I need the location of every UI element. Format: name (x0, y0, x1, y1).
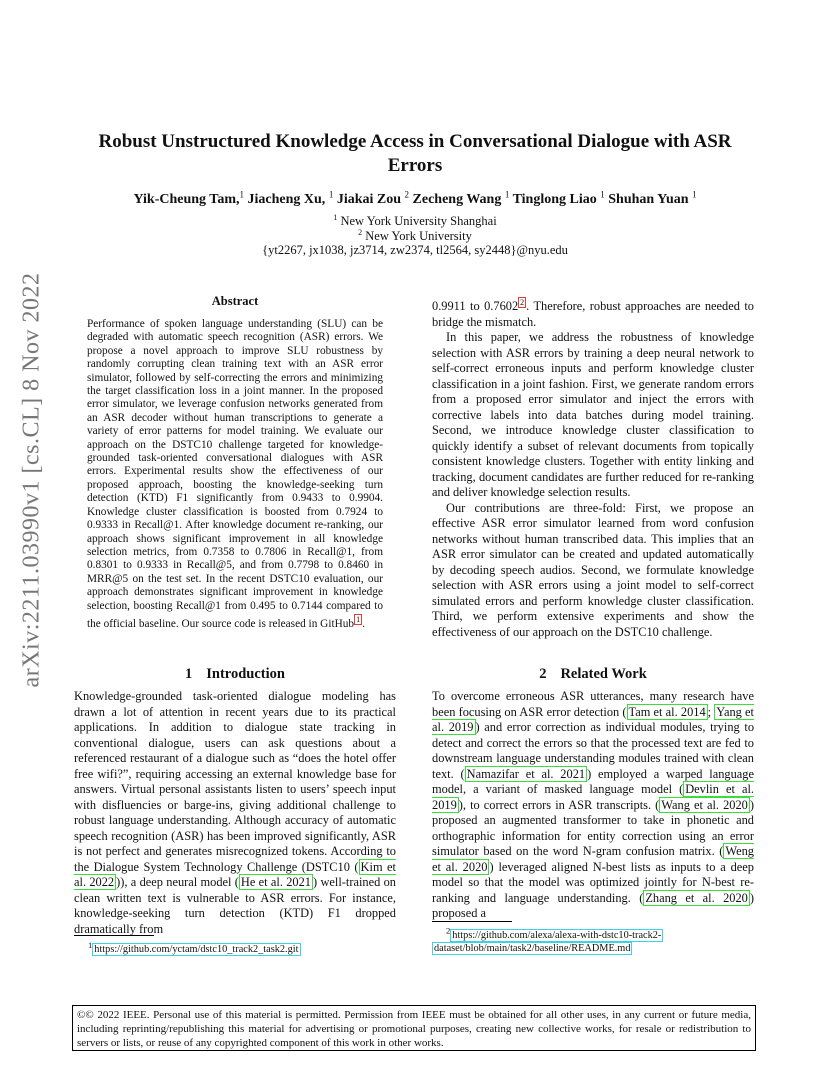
citation-link[interactable]: Namazifar et al. 2021 (466, 766, 586, 781)
paragraph: Our contributions are three-fold: First, we propose an effective ASR error simulator learned from word confusion networks without human transcribed data. This implies that an ASR error simulator can be created and updated automatically by decoding speech audios. Second, we formulate knowledge selection with ASR errors using a joint model to self-correct simulated errors and perform knowledge cluster classification. Third, we perform extensive experiments and show the effectiveness of our approach on the DSTC10 challenge. (432, 500, 754, 639)
paragraph: 0.9911 to 0.7602 $^2$ . Therefore, robust approaches are needed to bridge the mismatch. (432, 298, 754, 329)
author-list (70, 189, 760, 208)
footnote-url[interactable]: dataset/blob/main/task2/baseline/README.md (434, 943, 631, 955)
citation-link[interactable]: He et al. 2021 (240, 875, 312, 889)
author-emails: {yt2267, jx1038, jz3714, zw2374, tl2564, sy2448}@nyu.edu (262, 243, 568, 257)
author: Jiacheng Xu, $^1$ (247, 189, 334, 207)
copyright-notice: ©© 2022 IEEE. Personal use of this material is permitted. Permission from IEEE must be obtained for all other uses, in any current or future media, including reprinting/republishing this material for advertising or promotional purposes, creating new collective works, for resale or redistribution to servers or lists, or reuse of any copyrighted component of this work in other works. (72, 1005, 756, 1051)
citation-link[interactable]: Devlin et al. 2019 (432, 782, 754, 812)
author: Jiakai Zou $^2$ (336, 189, 410, 207)
footnote-ref[interactable]: 1 (356, 614, 361, 624)
footnote-rule (432, 921, 512, 922)
affiliation: $^1$ New York University Shanghai (333, 213, 497, 229)
paper-title: Robust Unstructured Knowledge Access in Conversational Dialogue with ASR Errors (98, 131, 732, 176)
abstract-body: Performance of spoken language understanding (SLU) can be degraded with automatic speech recognition (ASR) errors. We propose a novel approach to improve SLU robustness by randomly corrupting clean training text with an ASR error simulator, followed by self-correcting the errors and minimizing the target classification loss in a joint manner. In the proposed error simulator, we leverage confusion networks generated from an ASR decoder without human transcriptions to generate a variety of error patterns for model training. We evaluate our approach on the DSTC10 challenge targeted for knowledge-grounded task-oriented conversational dialogues with ASR errors. Experimental results show the effectiveness of our proposed approach, boosting the knowledge-seeking turn detection (KTD) F1 significantly from 0.9433 to 0.9904. Knowledge cluster classification is boosted from 0.7924 to 0.9333 in Recall@1. After knowledge document re-ranking, our approach shows significant improvement in all knowledge selection metrics, from 0.7358 to 0.7806 in Recall@1, from 0.8301 to 0.9333 in Recall@5, and from 0.7798 to 0.8460 in MRR@5 on the test set. In the recent DSTC10 evaluation, our approach demonstrates significant improvement in knowledge selection, boosting Recall@1 from 0.495 to 0.7144 compared to the official baseline. Our source code is released in GitHub $^1$ . (87, 318, 383, 630)
paragraph: In this paper, we address the robustness of knowledge selection with ASR errors by training a deep neural network to self-correct erroneous inputs and perform knowledge cluster classification in a joint fashion. First, we generate random errors from a proposed error simulator and inject the errors with corrective labels into data batches during model training. Second, we introduce knowledge cluster classification to quickly identify a subset of relevant documents from topically consistent knowledge clusters. Together with entity linking and tracking, document candidates are further reduced for re-ranking and deliver knowledge selection results. (432, 330, 754, 500)
citation-link[interactable]: Yang et al. 2019 (432, 704, 754, 734)
abstract-heading: Abstract (211, 294, 259, 308)
footnote-rule (74, 935, 154, 936)
introduction-body: Knowledge-grounded task-oriented dialogue modeling has drawn a lot of attention in recent years due to its practical applications. In addition to dialogue state tracking in conventional dialogue, users can ask questions about a referenced restaurant of a dialogue such as “does the hotel offer free wifi?”, requiring accessing an external knowledge base for answers. Virtual personal assistants listen to users’ speech input with disfluencies or barge-ins, giving additional challenge to robust language understanding. Although accuracy of automatic speech recognition (ASR) has been improved significantly, ASR is not perfect and generates misrecognized tokens. According to the Dialogue System Technology Challenge (DSTC10 ( Kim et al. 2022 )), a deep neural model ( He et al. 2021 ) well-trained on clean written text is vulnerable to ASR errors. For instance, knowledge-seeking turn detection (KTD) F1 dropped dramatically from (74, 689, 396, 936)
footnote-url[interactable]: https://github.com/yctam/dstc10_track2_task2.git (94, 944, 299, 956)
footnote-1: $^1$ https://github.com/yctam/dstc10_track2_task2.git (88, 940, 299, 956)
author: Yik-Cheung Tam,$^1$ (133, 189, 245, 207)
related-work-body: To overcome erroneous ASR utterances, many research have been focusing on ASR error detection ( Tam et al. 2014 ; Yang et al. 2019 ) and error correction as individual modules, trying to detect and correct the errors so that the processed text are fed to downstream language understanding modules trained with clean text. ( Namazifar et al. 2021 ) employed a warped language model, a variant of masked language model ( Devlin et al. 2019 ), to correct errors in ASR transcripts. ( Wang et al. 2020 ) proposed an augmented transformer to take in phonetic and orthographic information for entity correction using an error simulator based on the word N-gram confusion matrix. ( Weng et al. 2020 ) leveraged aligned N-best lists as inputs to a deep model so that the model was optimized jointly for N-best re-ranking and language understanding. ( Zhang et al. 2020 ) proposed a (432, 689, 755, 920)
citation-link[interactable]: Wang et al. 2020 (661, 797, 748, 812)
citation-link[interactable]: Kim et al. 2022 (74, 859, 396, 889)
arxiv-identifier (12, 272, 52, 688)
citation-link[interactable]: Tam et al. 2014 (628, 704, 706, 719)
footnote-2: $^2$ https://github.com/alexa/alexa-with-dstc10-track2- dataset/blob/main/task2/baseline/README.md (434, 926, 662, 955)
footnote-ref[interactable]: 2 (520, 298, 525, 307)
section-heading-related-work: 2 Related Work (539, 666, 647, 682)
author: Shuhan Yuan $^1$ (608, 189, 697, 207)
footnote-url[interactable]: https://github.com/alexa/alexa-with-dstc10-track2- (452, 930, 662, 942)
citation-link[interactable]: Zhang et al. 2020 (645, 890, 748, 905)
citation-link[interactable]: Weng et al. 2020 (432, 844, 754, 874)
author: Zecheng Wang $^1$ (412, 189, 510, 207)
author: Tinglong Liao $^1$ (512, 189, 605, 207)
affiliation: $^2$ New York University (358, 228, 472, 244)
arxiv-identifier-text: arXiv:2211.03990v1 [cs.CL] 8 Nov 2022 (18, 272, 45, 688)
right-column-body (432, 295, 754, 640)
section-heading-introduction: 1 Introduction (185, 666, 285, 682)
